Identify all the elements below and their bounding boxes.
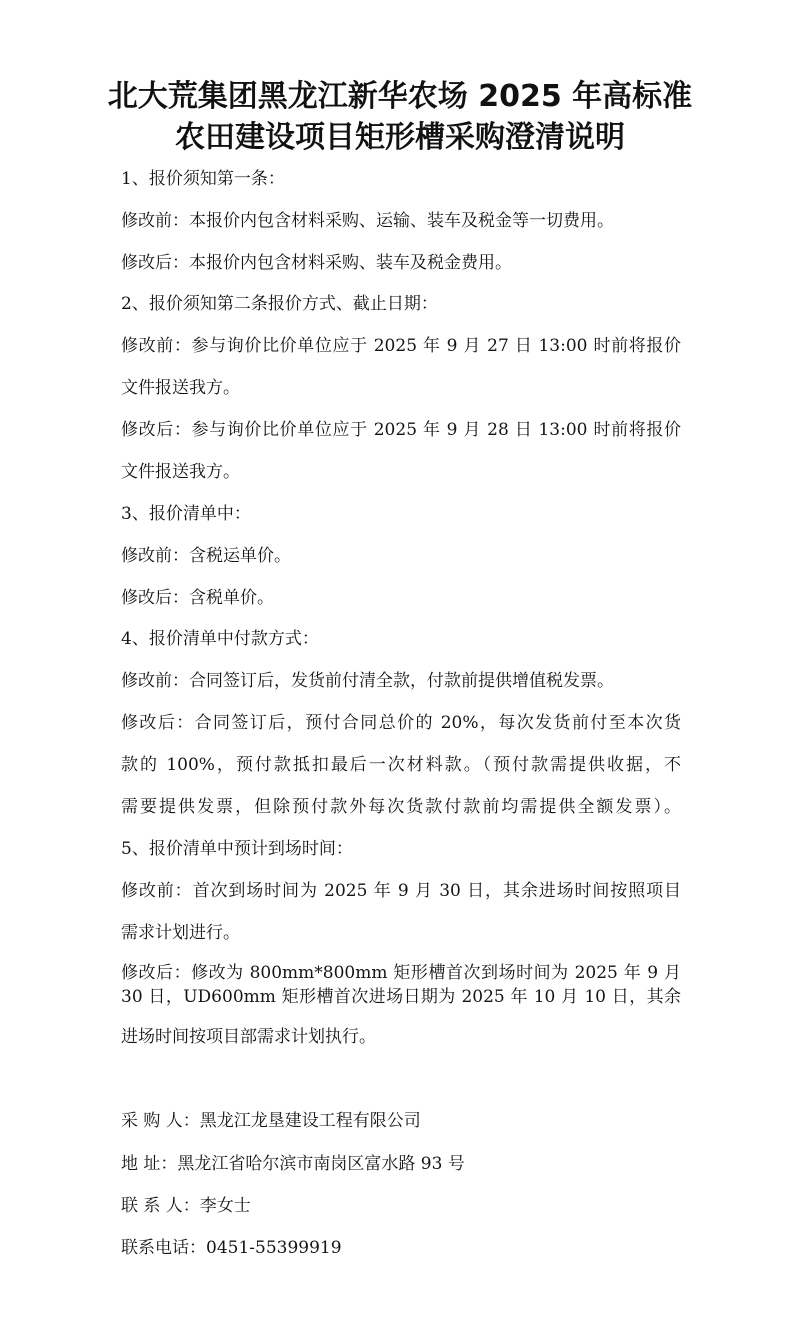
contact-phone: 联系电话：0451-55399919 <box>121 1238 342 1258</box>
section-1-after: 修改后：本报价内包含材料采购、装车及税金费用。 <box>121 253 512 273</box>
document-title-line-2: 农田建设项目矩形槽采购澄清说明 <box>175 120 625 155</box>
section-4-heading: 4、报价清单中付款方式： <box>121 629 319 649</box>
section-5-after-line-3: 进场时间按项目部需求计划执行。 <box>121 1027 376 1047</box>
section-5-after-line-1: 修改后：修改为 800mm*800mm 矩形槽首次到场时间为 2025 年 9 月 <box>121 963 681 983</box>
section-2-before-line-1: 修改前：参与询价比价单位应于 2025 年 9 月 27 日 13:00 时前将报价 <box>121 336 681 356</box>
section-5-before-line-1: 修改前：首次到场时间为 2025 年 9 月 30 日，其余进场时间按照项目 <box>121 881 681 901</box>
section-4-after-line-1: 修改后：合同签订后，预付合同总价的 20%，每次发货前付至本次货 <box>121 713 681 733</box>
section-5-before-line-2: 需求计划进行。 <box>121 923 240 943</box>
contact-address: 地 址：黑龙江省哈尔滨市南岗区富水路 93 号 <box>121 1154 465 1174</box>
section-4-after-line-2: 款的 100%，预付款抵扣最后一次材料款。（预付款需提供收据，不 <box>121 755 681 775</box>
section-1-heading: 1、报价须知第一条： <box>121 169 285 189</box>
document-title-line-1: 北大荒集团黑龙江新华农场 2025 年高标准 <box>107 79 693 114</box>
section-3-after: 修改后：含税单价。 <box>121 588 274 608</box>
section-2-heading: 2、报价须知第二条报价方式、截止日期： <box>121 294 438 314</box>
section-2-before-line-2: 文件报送我方。 <box>121 378 240 398</box>
section-3-heading: 3、报价清单中： <box>121 504 251 524</box>
section-3-before: 修改前：含税运单价。 <box>121 546 291 566</box>
section-5-after-line-2: 30 日，UD600mm 矩形槽首次进场日期为 2025 年 10 月 10 日，其余 <box>121 987 681 1007</box>
section-5-heading: 5、报价清单中预计到场时间： <box>121 839 353 859</box>
contact-person: 联 系 人：李女士 <box>121 1196 251 1216</box>
section-4-before: 修改前：合同签订后，发货前付清全款，付款前提供增值税发票。 <box>121 671 614 691</box>
section-2-after-line-1: 修改后：参与询价比价单位应于 2025 年 9 月 28 日 13:00 时前将报价 <box>121 420 681 440</box>
section-2-after-line-2: 文件报送我方。 <box>121 462 240 482</box>
section-1-before: 修改前：本报价内包含材料采购、运输、装车及税金等一切费用。 <box>121 211 614 231</box>
contact-purchaser: 采 购 人：黑龙江龙垦建设工程有限公司 <box>121 1111 421 1131</box>
section-4-after-line-3: 需要提供发票，但除预付款外每次货款付款前均需提供全额发票）。 <box>121 797 681 817</box>
